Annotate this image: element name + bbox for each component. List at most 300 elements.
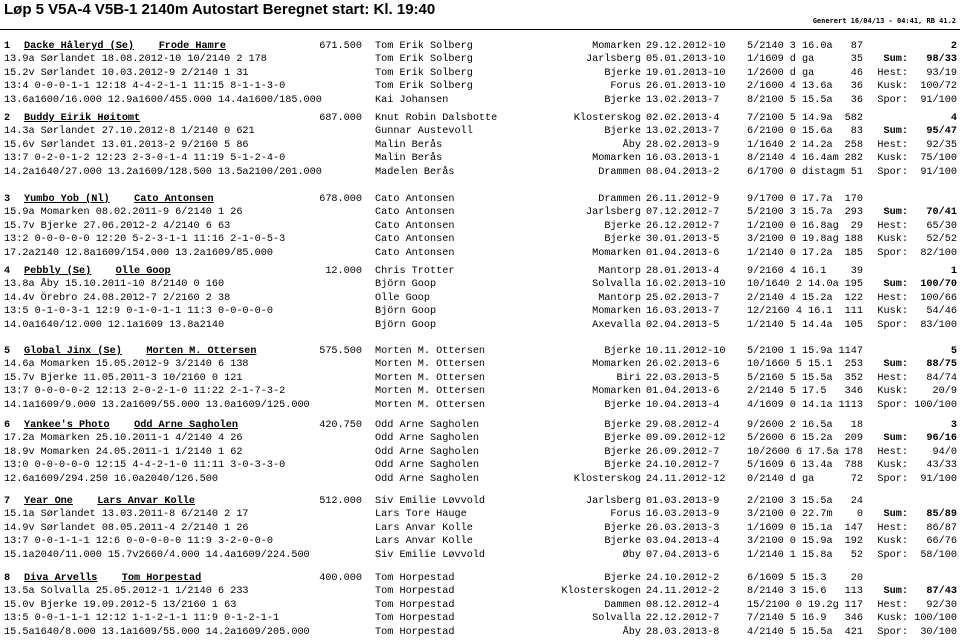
start-result: 7/2140 5 16.9 [747, 613, 827, 625]
start-driver: Malin Berås [375, 139, 443, 151]
start-date: 28.01.2013-4 [646, 266, 720, 277]
start-date: 22.12.2012-7 [646, 613, 720, 625]
stat-label: Kusk: [877, 536, 908, 548]
start-odds: 117 [844, 599, 863, 611]
start-result: 7/2100 5 14.9a [747, 113, 833, 124]
start-result: 5/2140 3 16.0a [747, 41, 833, 52]
start-driver: Cato Antonsen [375, 247, 455, 259]
horse-block [0, 572, 960, 639]
stat-value: 20/9 [932, 386, 957, 398]
start-track: Klosterskogen [561, 586, 641, 598]
start-odds: 83 [850, 126, 863, 138]
start-result: 2/2140 5 17.5 [747, 386, 827, 398]
form-info: 13.5a Solvalla 25.05.2012-1 1/2140 6 233 [4, 586, 249, 598]
start-driver: Lars Tore Hauge [375, 509, 467, 521]
stat-value: 100/100 [914, 613, 957, 625]
start-driver: Odd Arne Sagholen [375, 433, 479, 445]
form-info: 13:5 0-0-1-1-1 12:12 1-1-2-1-1 11:9 0-1-2-1-1 [4, 613, 280, 625]
start-odds: 282 [844, 153, 863, 165]
stat-label: Hest: [877, 372, 908, 384]
start-date: 16.02.2013-10 [646, 279, 726, 291]
start-odds: 113 [844, 586, 863, 598]
stat-label: Hest: [877, 67, 908, 79]
start-result: 10/2600 6 17.5a [747, 446, 839, 458]
horse-rating: 512.000 [319, 496, 362, 507]
stat-value: 91/100 [920, 94, 957, 106]
start-driver: Knut Robin Dalsbotte [375, 113, 498, 124]
form-info: 14.1a1609/9.000 13.2a1609/55.000 13.0a1609/125.000 [4, 399, 310, 411]
start-track: Bjerke [604, 536, 641, 548]
start-odds: 421 [844, 626, 863, 638]
horse-detail-row [0, 626, 960, 639]
horse-block [0, 495, 960, 562]
stat-label: Hest: [877, 599, 908, 611]
start-odds: 352 [844, 372, 863, 384]
start-track: Forus [610, 81, 641, 93]
form-info: 14.0a1640/12.000 12.1a1609 13.8a2140 [4, 319, 225, 331]
start-track: Bjerke [604, 446, 641, 458]
horse-detail-row [0, 292, 960, 305]
horse-trainer: Odd Arne Sagholen [134, 420, 239, 431]
start-odds: 346 [844, 386, 863, 398]
start-odds: 258 [844, 139, 863, 151]
start-odds: 195 [844, 279, 863, 291]
horse-trainer: Morten M. Ottersen [146, 346, 257, 357]
form-info: 13:7 0-0-0-0-2 12:13 2-0-2-1-0 11:22 2-1-7-3-2 [4, 386, 286, 398]
start-result: 3/2100 0 15.9a [747, 536, 833, 548]
start-odds: 52 [850, 549, 863, 561]
start-track: Åby [622, 139, 641, 151]
stat-label: Sum: [883, 279, 908, 291]
stat-label: Sum: [883, 207, 908, 219]
horse-detail-row [0, 522, 960, 535]
stat-value: 85/89 [926, 509, 957, 521]
horse-trainer: Tom Horpestad [121, 573, 202, 584]
horse-detail-row [0, 139, 960, 152]
horse-number: 8 [4, 573, 11, 584]
start-result: 2/2140 4 15.2a [747, 292, 833, 304]
stat-value: 95/47 [926, 126, 957, 138]
start-track: Bjerke [604, 234, 641, 246]
horse-block [0, 419, 960, 486]
form-info: 15.0v Bjerke 19.09.2012-5 13/2160 1 63 [4, 599, 237, 611]
stat-value: 88/75 [926, 359, 957, 371]
start-odds: 72 [850, 473, 863, 485]
start-date: 02.04.2013-5 [646, 319, 720, 331]
stat-label: Spor: [877, 399, 908, 411]
stat-value: 30/100 [920, 626, 957, 638]
start-driver: Odd Arne Sagholen [375, 446, 479, 458]
horse-name: Dacke Håleryd (Se) [24, 41, 135, 52]
start-driver: Siv Emilie Løvvold [375, 496, 486, 507]
horse-name: Yankee's Photo [24, 420, 110, 431]
horse-trainer: Frode Hamre [158, 41, 226, 52]
start-odds: 39 [850, 266, 863, 277]
start-odds: 185 [844, 247, 863, 259]
stat-value: 75/100 [920, 153, 957, 165]
stat-label: Spor: [877, 319, 908, 331]
start-track: Momarken [592, 359, 641, 371]
start-odds: 1147 [838, 346, 863, 357]
form-info: 15.6v Sørlandet 13.01.2013-2 9/2160 5 86 [4, 139, 249, 151]
stat-label: Spor: [877, 247, 908, 259]
horse-number: 7 [4, 496, 11, 507]
start-driver: Tom Erik Solberg [375, 41, 473, 52]
start-date: 03.04.2013-4 [646, 536, 720, 548]
start-track: Solvalla [592, 279, 641, 291]
start-result: 9/2600 2 16.5a [747, 420, 833, 431]
horse-block [0, 265, 960, 332]
start-track: Klosterskog [573, 113, 641, 124]
start-track: Bjerke [604, 420, 641, 431]
start-date: 29.12.2012-10 [646, 41, 726, 52]
horse-header-row [0, 193, 960, 206]
horse-detail-row [0, 125, 960, 138]
horse-detail-row [0, 473, 960, 486]
start-date: 16.03.2013-7 [646, 306, 720, 318]
horse-rating: 678.000 [319, 194, 362, 205]
start-result: 4/2140 5 15.5a [747, 626, 833, 638]
start-odds: 788 [844, 460, 863, 472]
horse-prize: 1 [950, 266, 957, 277]
stat-value: 54/46 [926, 306, 957, 318]
start-driver: Cato Antonsen [375, 207, 455, 219]
horse-rating: 687.000 [319, 113, 362, 124]
start-driver: Cato Antonsen [375, 234, 455, 246]
start-track: Mantorp [598, 266, 641, 277]
horse-name: Year One [24, 496, 73, 507]
start-odds: 36 [850, 81, 863, 93]
start-date: 22.03.2013-5 [646, 372, 720, 384]
start-date: 29.08.2012-4 [646, 420, 720, 431]
start-track: Bjerke [604, 460, 641, 472]
horse-name: Buddy Eirik Høitomt [24, 113, 141, 124]
horse-detail-row [0, 549, 960, 562]
start-result: 1/2140 1 15.8a [747, 549, 833, 561]
stat-label: Spor: [877, 166, 908, 178]
start-odds: 178 [844, 446, 863, 458]
stat-label: Sum: [883, 433, 908, 445]
start-result: 1/1609 d ga [747, 54, 815, 66]
stat-label: Kusk: [877, 460, 908, 472]
form-info: 12.6a1609/294.250 16.0a2040/126.500 [4, 473, 218, 485]
horse-detail-row [0, 585, 960, 598]
start-track: Jarlsberg [585, 496, 641, 507]
stat-label: Kusk: [877, 153, 908, 165]
horse-number: 1 [4, 41, 11, 52]
start-date: 24.10.2012-7 [646, 460, 720, 472]
horse-number: 6 [4, 420, 11, 431]
form-info: 17.2a Momarken 25.10.2011-1 4/2140 4 26 [4, 433, 243, 445]
form-info: 15.9a Momarken 08.02.2011-9 6/2140 1 26 [4, 207, 243, 219]
stat-value: 65/30 [926, 220, 957, 232]
start-track: Bjerke [604, 220, 641, 232]
start-result: 10/1640 2 14.0a [747, 279, 839, 291]
start-odds: 170 [844, 194, 863, 205]
start-date: 26.09.2012-7 [646, 446, 720, 458]
start-driver: Malin Berås [375, 153, 443, 165]
start-date: 26.12.2012-7 [646, 220, 720, 232]
start-date: 28.02.2013-9 [646, 139, 720, 151]
horse-detail-row [0, 358, 960, 371]
start-date: 10.11.2012-10 [646, 346, 726, 357]
horse-detail-row [0, 319, 960, 332]
start-result: 2/2100 3 15.5a [747, 496, 833, 507]
start-date: 30.01.2013-5 [646, 234, 720, 246]
start-date: 26.11.2012-9 [646, 194, 720, 205]
stat-label: Hest: [877, 220, 908, 232]
stat-value: 83/100 [920, 319, 957, 331]
start-driver: Tom Horpestad [375, 599, 455, 611]
horse-rating: 420.750 [319, 420, 362, 431]
horse-number: 2 [4, 113, 11, 124]
start-date: 13.02.2013-7 [646, 126, 720, 138]
start-result: 10/1660 5 15.1 [747, 359, 833, 371]
stat-label: Sum: [883, 509, 908, 521]
start-track: Bjerke [604, 94, 641, 106]
start-odds: 0 [856, 509, 863, 521]
stat-value: 100/100 [914, 399, 957, 411]
form-info: 13.8a Åby 15.10.2011-10 8/2140 0 160 [4, 279, 225, 291]
form-info: 14.6a Momarken 15.05.2012-9 3/2140 6 138 [4, 359, 249, 371]
start-track: Bjerke [604, 433, 641, 445]
form-info: 15.1a2040/11.000 15.7v2660/4.000 14.4a1609/224.500 [4, 549, 310, 561]
start-odds: 293 [844, 207, 863, 219]
start-track: Bjerke [604, 346, 641, 357]
start-date: 24.11.2012-2 [646, 586, 720, 598]
start-result: 2/1600 4 13.6a [747, 81, 833, 93]
stat-label: Kusk: [877, 386, 908, 398]
horse-header-row [0, 419, 960, 432]
horse-detail-row [0, 233, 960, 246]
stat-value: 100/66 [920, 292, 957, 304]
start-driver: Tom Erik Solberg [375, 67, 473, 79]
horse-number: 5 [4, 346, 11, 357]
form-info: 15.1a Sørlandet 13.03.2011-8 6/2140 2 17 [4, 509, 249, 521]
start-odds: 192 [844, 536, 863, 548]
stat-label: Sum: [883, 359, 908, 371]
horse-detail-row [0, 152, 960, 165]
start-date: 19.01.2013-10 [646, 67, 726, 79]
start-track: Øby [622, 549, 641, 561]
horse-detail-row [0, 67, 960, 80]
horse-header-row [0, 112, 960, 125]
start-odds: 105 [844, 319, 863, 331]
form-info: 18.9v Momarken 24.05.2011-1 1/2140 1 62 [4, 446, 243, 458]
start-odds: 35 [850, 54, 863, 66]
start-driver: Morten M. Ottersen [375, 386, 486, 398]
horse-header-row [0, 40, 960, 53]
start-driver: Odd Arne Sagholen [375, 420, 479, 431]
start-result: 6/1609 5 15.3 [747, 573, 827, 584]
horse-name: Diva Arvells [24, 573, 98, 584]
start-odds: 20 [850, 573, 863, 584]
stat-value: 86/87 [926, 522, 957, 534]
start-odds: 36 [850, 94, 863, 106]
horse-name: Yumbo Yob (Nl) [24, 194, 110, 205]
start-track: Momarken [592, 247, 641, 259]
stat-label: Kusk: [877, 234, 908, 246]
form-info: 14.9v Sørlandet 08.05.2011-4 2/2140 1 26 [4, 522, 249, 534]
start-driver: Björn Goop [375, 306, 437, 318]
start-driver: Tom Erik Solberg [375, 54, 473, 66]
horse-name: Global Jinx (Se) [24, 346, 122, 357]
start-driver: Morten M. Ottersen [375, 346, 486, 357]
stat-value: 96/16 [926, 433, 957, 445]
form-info: 13.9a Sørlandet 18.08.2012-10 10/2140 2 178 [4, 54, 267, 66]
start-date: 08.04.2013-2 [646, 166, 720, 178]
start-result: 4/1609 0 14.1a [747, 399, 833, 411]
start-date: 13.02.2013-7 [646, 94, 720, 106]
start-track: Biri [616, 372, 641, 384]
start-odds: 18 [850, 420, 863, 431]
start-driver: Olle Goop [375, 292, 431, 304]
start-odds: 111 [844, 306, 863, 318]
stat-label: Kusk: [877, 81, 908, 93]
horse-number: 4 [4, 266, 11, 277]
start-driver: Tom Horpestad [375, 586, 455, 598]
form-info: 15.2v Sørlandet 10.03.2012-9 2/2140 1 31 [4, 67, 249, 79]
start-driver: Morten M. Ottersen [375, 399, 486, 411]
start-track: Mantorp [598, 292, 641, 304]
start-track: Momarken [592, 153, 641, 165]
stat-value: 100/70 [920, 279, 957, 291]
horse-detail-row [0, 372, 960, 385]
race-title: Løp 5 V5A-4 V5B-1 2140m Autostart Beregnet start: Kl. 19:40 [4, 1, 436, 18]
start-date: 09.09.2012-12 [646, 433, 726, 445]
start-track: Drammen [598, 166, 641, 178]
start-track: Bjerke [604, 573, 641, 584]
start-track: Bjerke [604, 399, 641, 411]
start-driver: Tom Horpestad [375, 613, 455, 625]
start-result: 5/2100 3 15.7a [747, 207, 833, 219]
form-info: 15.5a1640/8.000 13.1a1609/55.000 14.2a1609/205.000 [4, 626, 310, 638]
start-result: 1/1640 2 14.2a [747, 139, 833, 151]
start-date: 01.04.2013-6 [646, 386, 720, 398]
stat-value: 70/41 [926, 207, 957, 219]
start-odds: 87 [850, 41, 863, 52]
start-date: 07.04.2013-6 [646, 549, 720, 561]
start-result: 3/2100 0 19.8ag [747, 234, 839, 246]
form-info: 15.7v Bjerke 11.05.2011-3 10/2160 0 121 [4, 372, 243, 384]
start-driver: Morten M. Ottersen [375, 359, 486, 371]
start-driver: Odd Arne Sagholen [375, 473, 479, 485]
start-driver: Siv Emilie Løvvold [375, 549, 486, 561]
stat-value: 91/100 [920, 473, 957, 485]
horse-header-row [0, 265, 960, 278]
start-odds: 346 [844, 613, 863, 625]
stat-label: Hest: [877, 139, 908, 151]
horse-trainer: Olle Goop [115, 266, 171, 277]
stat-value: 92/35 [926, 139, 957, 151]
start-date: 08.12.2012-4 [646, 599, 720, 611]
start-track: Jarlsberg [585, 54, 641, 66]
horse-block [0, 112, 960, 179]
horse-prize: 5 [950, 346, 957, 357]
start-result: 5/2600 6 15.2a [747, 433, 833, 445]
stat-label: Spor: [877, 549, 908, 561]
start-result: 6/1700 0 distagm [747, 166, 845, 178]
stat-label: Hest: [877, 522, 908, 534]
horse-detail-row [0, 206, 960, 219]
horse-detail-row [0, 446, 960, 459]
start-track: Bjerke [604, 126, 641, 138]
stat-label: Kusk: [877, 306, 908, 318]
horse-block [0, 40, 960, 107]
horse-detail-row [0, 53, 960, 66]
horse-detail-row [0, 305, 960, 318]
horse-header-row [0, 345, 960, 358]
start-date: 25.02.2013-7 [646, 292, 720, 304]
start-result: 5/2160 5 15.5a [747, 372, 833, 384]
start-track: Dammen [604, 599, 641, 611]
start-track: Bjerke [604, 522, 641, 534]
stat-value: 52/52 [926, 234, 957, 246]
horse-detail-row [0, 459, 960, 472]
form-info: 13.6a1600/16.000 12.9a1600/455.000 14.4a1600/185.000 [4, 94, 322, 106]
horse-trainer: Cato Antonsen [134, 194, 214, 205]
horse-rating: 671.500 [319, 41, 362, 52]
stat-label: Spor: [877, 473, 908, 485]
start-result: 6/2100 0 15.6a [747, 126, 833, 138]
form-info: 13:7 0-2-0-1-2 12:23 2-3-0-1-4 11:19 5-1-2-4-0 [4, 153, 286, 165]
horse-detail-row [0, 612, 960, 625]
form-info: 14.3a Sørlandet 27.10.2012-8 1/2140 0 621 [4, 126, 255, 138]
stat-value: 66/76 [926, 536, 957, 548]
start-result: 8/2140 4 16.4am [747, 153, 839, 165]
form-info: 13:5 0-1-0-3-1 12:9 0-1-0-1-1 11:3 0-0-0-0-0 [4, 306, 273, 318]
stat-value: 100/72 [920, 81, 957, 93]
horse-detail-row [0, 80, 960, 93]
form-info: 15.7v Bjerke 27.06.2012-2 4/2140 6 63 [4, 220, 231, 232]
start-track: Axevalla [592, 319, 641, 331]
horse-detail-row [0, 535, 960, 548]
form-info: 14.4v Örebro 24.08.2012-7 2/2160 2 38 [4, 292, 231, 304]
start-driver: Odd Arne Sagholen [375, 460, 479, 472]
horse-header-row [0, 495, 960, 508]
start-driver: Gunnar Austevoll [375, 126, 473, 138]
start-result: 8/2100 5 15.5a [747, 94, 833, 106]
horse-prize: 4 [950, 113, 957, 124]
start-track: Bjerke [604, 67, 641, 79]
start-result: 1/1609 0 15.1a [747, 522, 833, 534]
start-odds: 51 [850, 166, 863, 178]
horse-rating: 12.000 [325, 266, 362, 277]
start-track: Klosterskog [573, 473, 641, 485]
horse-detail-row [0, 94, 960, 107]
start-odds: 188 [844, 234, 863, 246]
start-track: Momarken [592, 306, 641, 318]
horse-detail-row [0, 278, 960, 291]
horse-detail-row [0, 220, 960, 233]
start-track: Momarken [592, 386, 641, 398]
start-result: 0/2140 d ga [747, 473, 815, 485]
stat-label: Sum: [883, 54, 908, 66]
start-odds: 46 [850, 67, 863, 79]
horse-detail-row [0, 599, 960, 612]
start-result: 1/2140 5 14.4a [747, 319, 833, 331]
start-track: Jarlsberg [585, 207, 641, 219]
stat-label: Hest: [877, 292, 908, 304]
horse-detail-row [0, 247, 960, 260]
start-date: 28.03.2013-8 [646, 626, 720, 638]
start-odds: 122 [844, 292, 863, 304]
horse-detail-row [0, 399, 960, 412]
start-date: 26.01.2013-10 [646, 81, 726, 93]
stat-value: 91/100 [920, 166, 957, 178]
stat-label: Sum: [883, 126, 908, 138]
start-odds: 209 [844, 433, 863, 445]
